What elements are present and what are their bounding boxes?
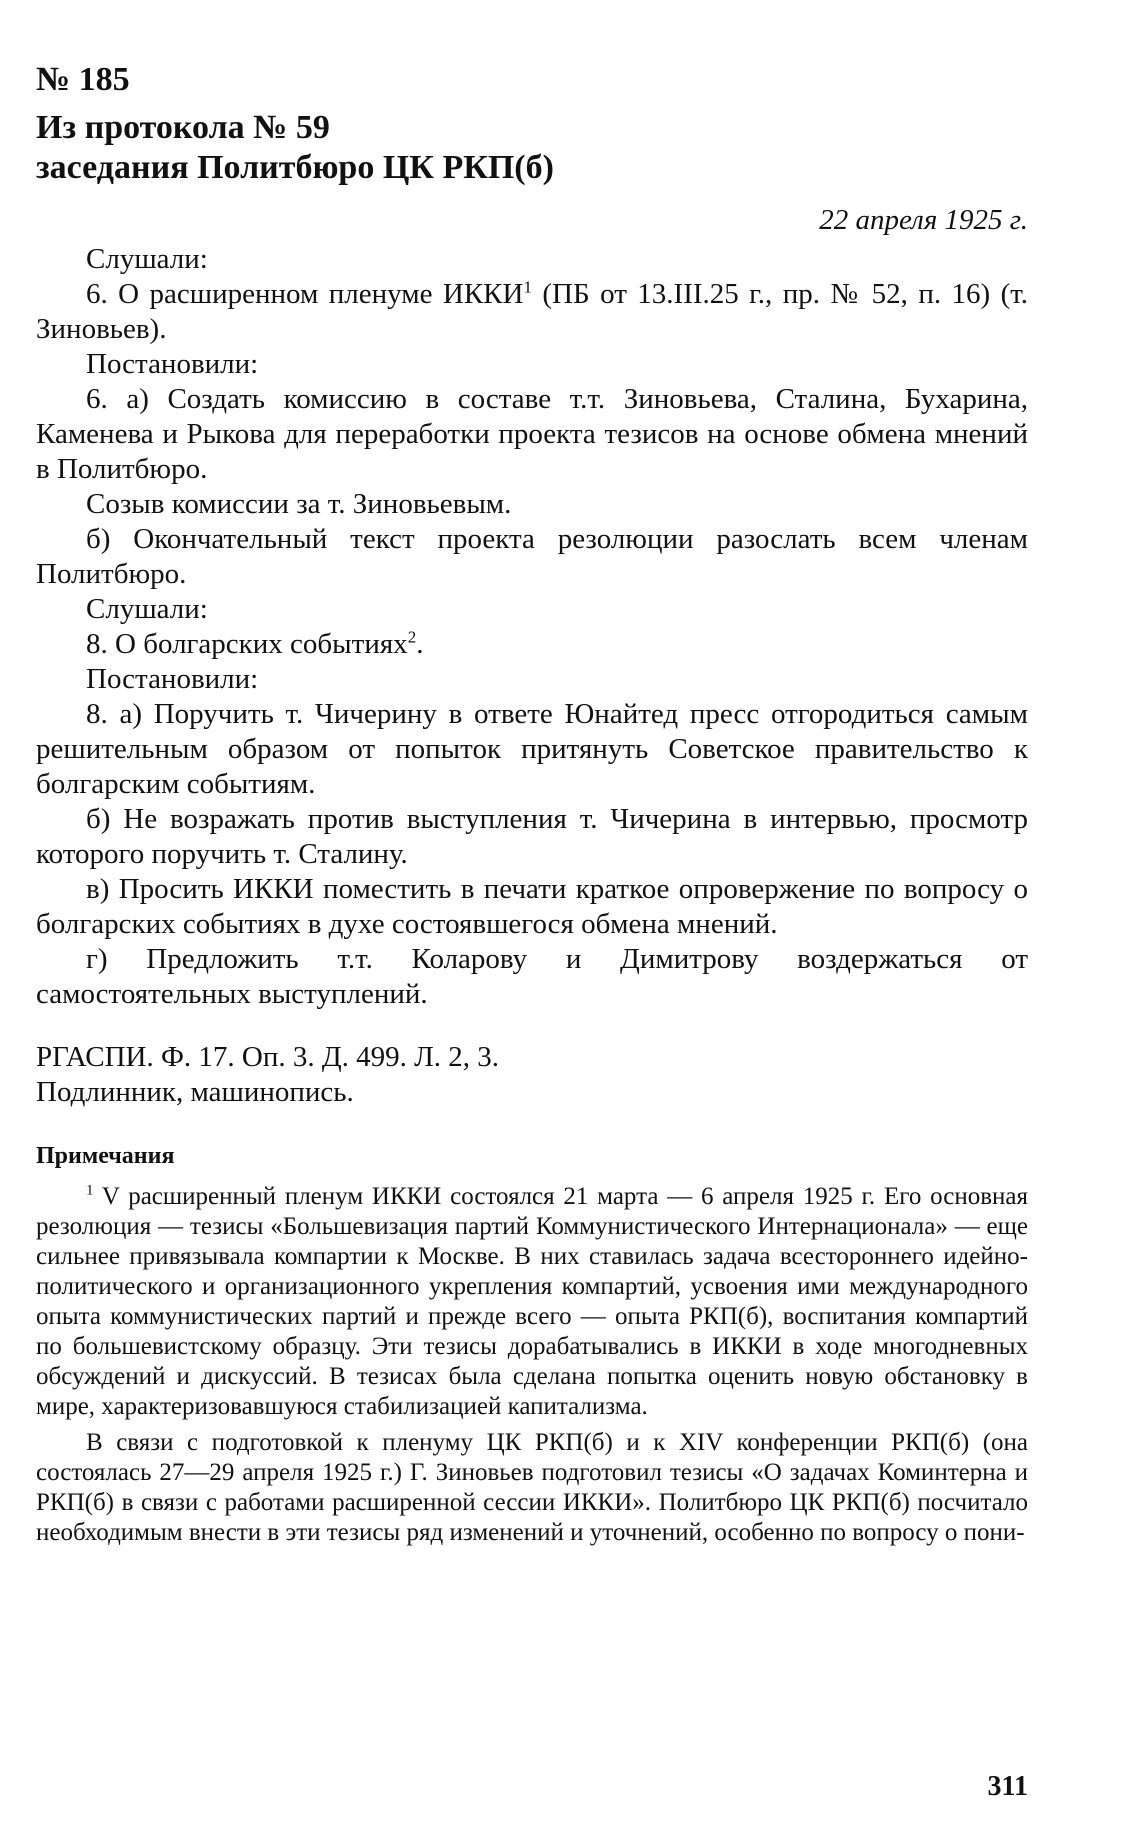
page-number: 311 [987,1771,1028,1802]
agenda-item-6-rest: (ПБ от 13.III.25 г., пр. № 52, п. 16) (т. Зиновьев). [36,278,1029,345]
heard-label: Слушали: [86,243,208,275]
heard-label-2: Слушали: [86,593,208,625]
decision-8v: в) Просить ИККИ поместить в печати краткое опровержение по вопросу о болгарских событиях в духе состоявшегося обмена мнений. [36,873,1028,940]
decided-label: Постановили: [86,348,259,380]
decision-8a: 8. а) Поручить т. Чичерину в ответе Юнайтед пресс отгородиться самым решительным образом от попыток притянуть Советское правительство к болгарским событиям. [36,698,1028,800]
document-title [36,108,1028,188]
note-1-text: V расширенный пленум ИККИ состоялся 21 марта — 6 апреля 1925 г. Его основная резолюция — тезисы «Большевизация партий Коммунистического Интернационала» — еще сильнее привязывала компартии к Москве. В них ставилась задача всестороннего идейно-политического и организационного укрепления компартий, усвоения ими международного опыта коммунистических партий и прежде всего — опыта РКП(б), воспитания компартий по большевистскому образцу. Эти тезисы дорабатывались в ИККИ в ходе многодневных обсуждений и дискуссий. В тезисах была сделана попытка оценить новую обстановку в мире, характеризовавшуюся стабилизацией капитализма. [36,1183,1028,1420]
document-date: 22 апреля 1925 г. [819,204,1028,236]
protocol-body [36,242,1028,1012]
document-kind: Подлинник, машинопись. [36,1076,354,1108]
agenda-item-6-text: 6. О расширенном пленуме ИККИ [86,278,524,310]
agenda-item-8-rest: . [416,628,424,660]
decision-6a: 6. а) Создать комиссию в составе т.т. Зиновьева, Сталина, Бухарина, Каменева и Рыкова для переработки проекта тезисов на основе обмена мнений в Политбюро. [36,383,1028,485]
title-line-1: Из протокола № 59 [36,109,330,146]
footnote-ref-1: 1 [523,277,532,297]
title-line-2: заседания Политбюро ЦК РКП(б) [36,149,554,186]
agenda-item-8 [36,627,1028,662]
agenda-item-8-text: 8. О болгарских событиях [86,628,408,660]
archive-source [36,1040,1028,1110]
decision-8g: г) Предложить т.т. Коларову и Димитрову воздержаться от самостоятельных выступлений. [36,943,1028,1010]
notes-heading: Примечания [36,1143,175,1169]
footnote-ref-2: 2 [407,627,417,647]
note-1-marker: 1 [86,1182,94,1199]
decision-6-convene: Созыв комиссии за т. Зиновьевым. [86,488,512,520]
note-1-continuation: В связи с подготовкой к пленуму ЦК РКП(б) и к XIV конференции РКП(б) (она состоялась 27—29 апреля 1925 г.) Г. Зиновьев подготовил тезисы «О задачах Коминтерна и РКП(б) в связи с работами расширенной сессии ИККИ». Политбюро ЦК РКП(б) посчитало необходимым внести в эти тезисы ряд изменений и уточнений, особенно по вопросу о пони- [36,1429,1028,1546]
document-number: № 185 [36,61,130,98]
decision-6b: б) Окончательный текст проекта резолюции разослать всем членам Политбюро. [36,523,1028,590]
notes-section [36,1182,1028,1548]
decided-label-2: Постановили: [86,663,259,695]
agenda-item-6 [36,277,1028,347]
note-1 [36,1182,1028,1422]
archive-reference: РГАСПИ. Ф. 17. Оп. 3. Д. 499. Л. 2, 3. [36,1041,500,1073]
decision-8b: б) Не возражать против выступления т. Чичерина в интервью, просмотр которого поручить т. Сталину. [36,803,1028,870]
